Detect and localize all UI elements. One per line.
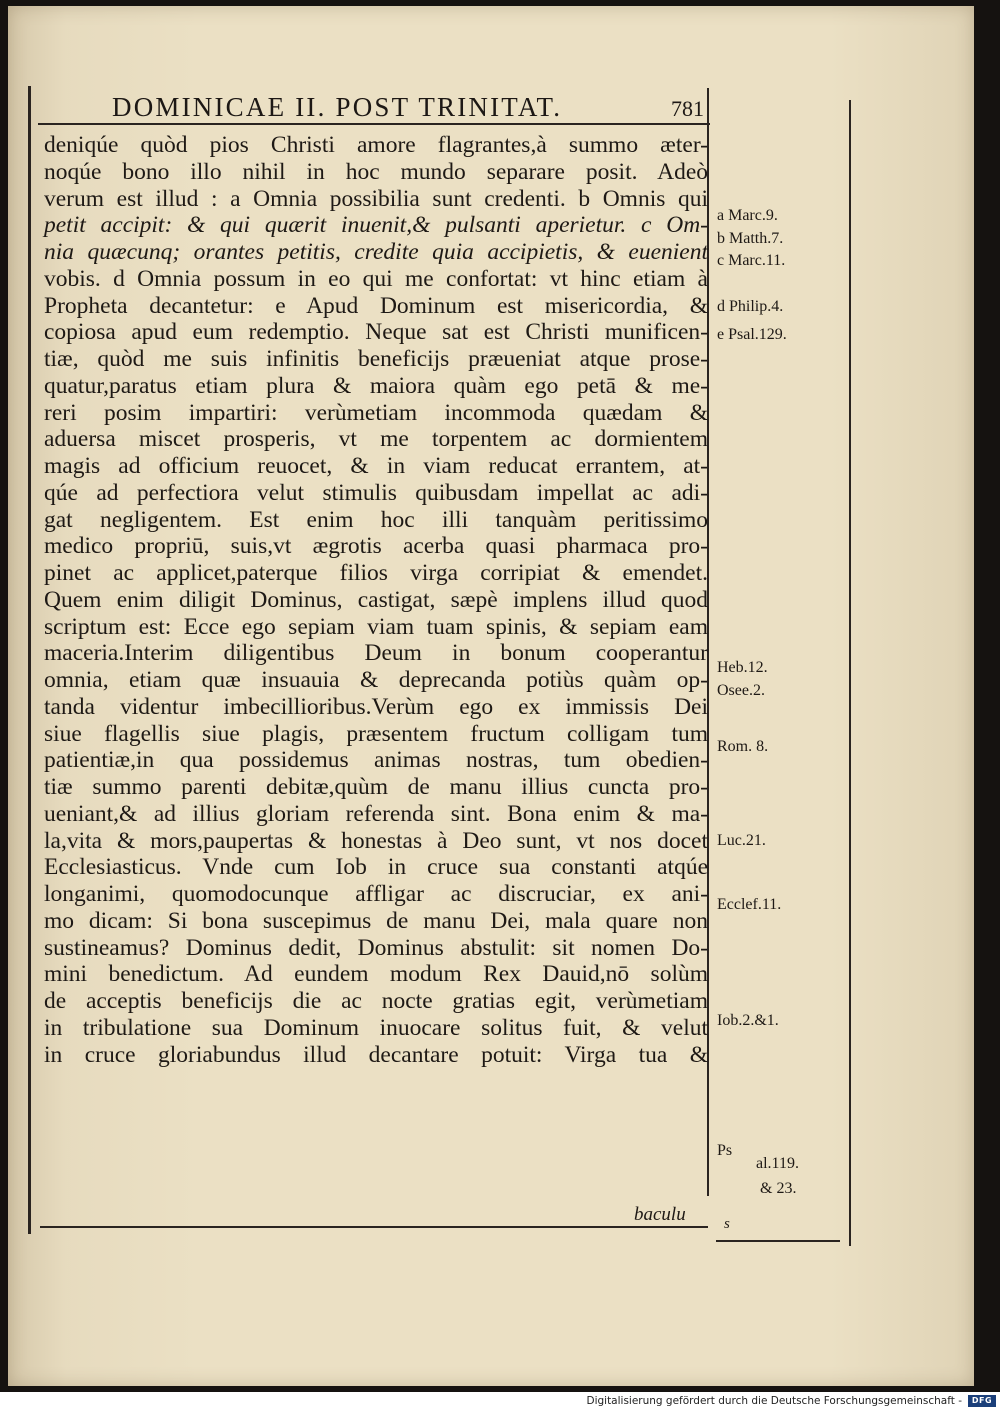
text-line: mo dicam: Si bona suscepimus de manu Dei, mala quare non bbox=[44, 907, 708, 934]
text-line: deniqúe quòd pios Christi amore flagrantes,à summo æter- bbox=[44, 132, 708, 158]
text-line: la,vita & mors,paupertas & honestas à Deo sunt, vt nos docet bbox=[44, 827, 708, 854]
margin-note: & 23. bbox=[760, 1180, 797, 1197]
margin-note: d Philip.4. bbox=[717, 298, 784, 315]
text-line: siue flagellis siue plagis, præsentem fructum colligam tum bbox=[44, 720, 708, 747]
text-line: omnia, etiam quæ insuauia & deprecanda potiùs quàm op- bbox=[44, 667, 708, 693]
text-line: sustineamus? Dominus dedit, Dominus abstulit: sit nomen Do- bbox=[44, 934, 708, 961]
text-line: patientiæ,in qua possidemus animas nostras, tum obedien- bbox=[44, 747, 708, 774]
text-line: copiosa apud eum redemptio. Neque sat est Christi munificen- bbox=[44, 319, 708, 346]
footer-rule bbox=[40, 1226, 708, 1228]
margin-note: b Matth.7. bbox=[717, 230, 784, 247]
margin-note: Ecclef.11. bbox=[717, 896, 782, 913]
running-head-title: DOMINICAE II. POST TRINITAT. bbox=[112, 92, 563, 122]
text-line: tiæ, quòd me suis infinitis beneficijs præueniat atque prose- bbox=[44, 346, 708, 372]
text-line: qúe ad perfectiora velut stimulis quibusdam impellat ac adi- bbox=[44, 479, 708, 506]
margin-note: Iob.2.&1. bbox=[717, 1012, 779, 1029]
running-head bbox=[112, 92, 712, 124]
margin-note: Osee.2. bbox=[717, 682, 765, 699]
body-text bbox=[44, 132, 708, 1068]
text-line: noqúe bono illo nihil in hoc mundo separare posit. Adeò bbox=[44, 158, 708, 185]
text-line: longanimi, quomodocunque affligar ac discruciar, ex ani- bbox=[44, 881, 708, 907]
text-line: petit accipit: & qui quærit inuenit,& pulsanti aperietur. c Om- bbox=[44, 212, 708, 239]
page-number: 781 bbox=[671, 96, 704, 121]
text-line: gat negligentem. Est enim hoc illi tanquàm peritissimo bbox=[44, 506, 708, 533]
margin-note: Ps bbox=[717, 1142, 733, 1159]
text-line: Quem enim diligit Dominus, castigat, sæpè implens illud quod bbox=[44, 586, 708, 613]
text-line: nia quæcunq; orantes petitis, credite quia accipietis, & euenient bbox=[44, 239, 708, 265]
stray-mark: s bbox=[724, 1216, 730, 1232]
footer-rule-margin bbox=[716, 1240, 840, 1242]
text-line: in cruce gloriabundus illud decantare potuit: Virga tua & bbox=[44, 1041, 708, 1068]
text-line: reri posim impartiri: verùmetiam incommoda quædam & bbox=[44, 399, 708, 426]
text-line: vobis. d Omnia possum in eo qui me confortat: vt hinc etiam à bbox=[44, 265, 708, 292]
text-line: Propheta decantetur: e Apud Dominum est misericordia, & bbox=[44, 292, 708, 319]
dfg-logo-icon: DFG bbox=[968, 1395, 996, 1407]
margin-note: a Marc.9. bbox=[717, 207, 778, 224]
text-line: scriptum est: Ecce ego sepiam viam tuam spinis, & sepiam eam bbox=[44, 613, 708, 640]
margin-note: e Psal.129. bbox=[717, 326, 787, 343]
margin-note: al.119. bbox=[756, 1155, 799, 1172]
text-line: de acceptis beneficijs die ac nocte gratias egit, verùmetiam bbox=[44, 988, 708, 1014]
margin-note: Heb.12. bbox=[717, 659, 768, 676]
footer-credit: Digitalisierung gefördert durch die Deutsche Forschungsgemeinschaft - bbox=[586, 1394, 962, 1407]
text-line: in tribulatione sua Dominum inuocare solitus fuit, & velut bbox=[44, 1014, 708, 1041]
text-line: maceria.Interim diligentibus Deum in bonum cooperantur bbox=[44, 640, 708, 667]
text-line: medico propriū, suis,vt ægrotis acerba quasi pharmaca pro- bbox=[44, 533, 708, 560]
text-line: pinet ac applicet,paterque filios virga corripiat & emendet. bbox=[44, 560, 708, 586]
text-line: mini benedictum. Ad eundem modum Rex Dauid,nō solùm bbox=[44, 961, 708, 988]
text-line: verum est illud : a Omnia possibilia sunt credenti. b Omnis qui bbox=[44, 185, 708, 212]
left-frame-rule bbox=[28, 86, 31, 1234]
text-line: ueniant,& ad illius gloriam referenda sint. Bona enim & ma- bbox=[44, 800, 708, 827]
text-line: magis ad officium reuocet, & in viam reducat errantem, at- bbox=[44, 453, 708, 479]
margin-note: c Marc.11. bbox=[717, 252, 786, 269]
margin-note: Luc.21. bbox=[717, 832, 766, 849]
catchword: baculu bbox=[634, 1204, 686, 1225]
text-line: tiæ summo parenti debitæ,quùm de manu illius cuncta pro- bbox=[44, 774, 708, 800]
text-line: tanda videntur imbecillioribus.Verùm ego ex immissis Dei bbox=[44, 693, 708, 720]
right-frame-rule bbox=[849, 100, 851, 1246]
footer-bar bbox=[0, 1392, 1000, 1409]
text-line: aduersa miscet prosperis, vt me torpentem ac dormientem bbox=[44, 426, 708, 453]
margin-note: Rom. 8. bbox=[717, 738, 769, 755]
text-line: quatur,paratus etiam plura & maiora quàm ego petā & me- bbox=[44, 372, 708, 399]
text-line: Ecclesiasticus. Vnde cum Iob in cruce sua constanti atqúe bbox=[44, 854, 708, 881]
